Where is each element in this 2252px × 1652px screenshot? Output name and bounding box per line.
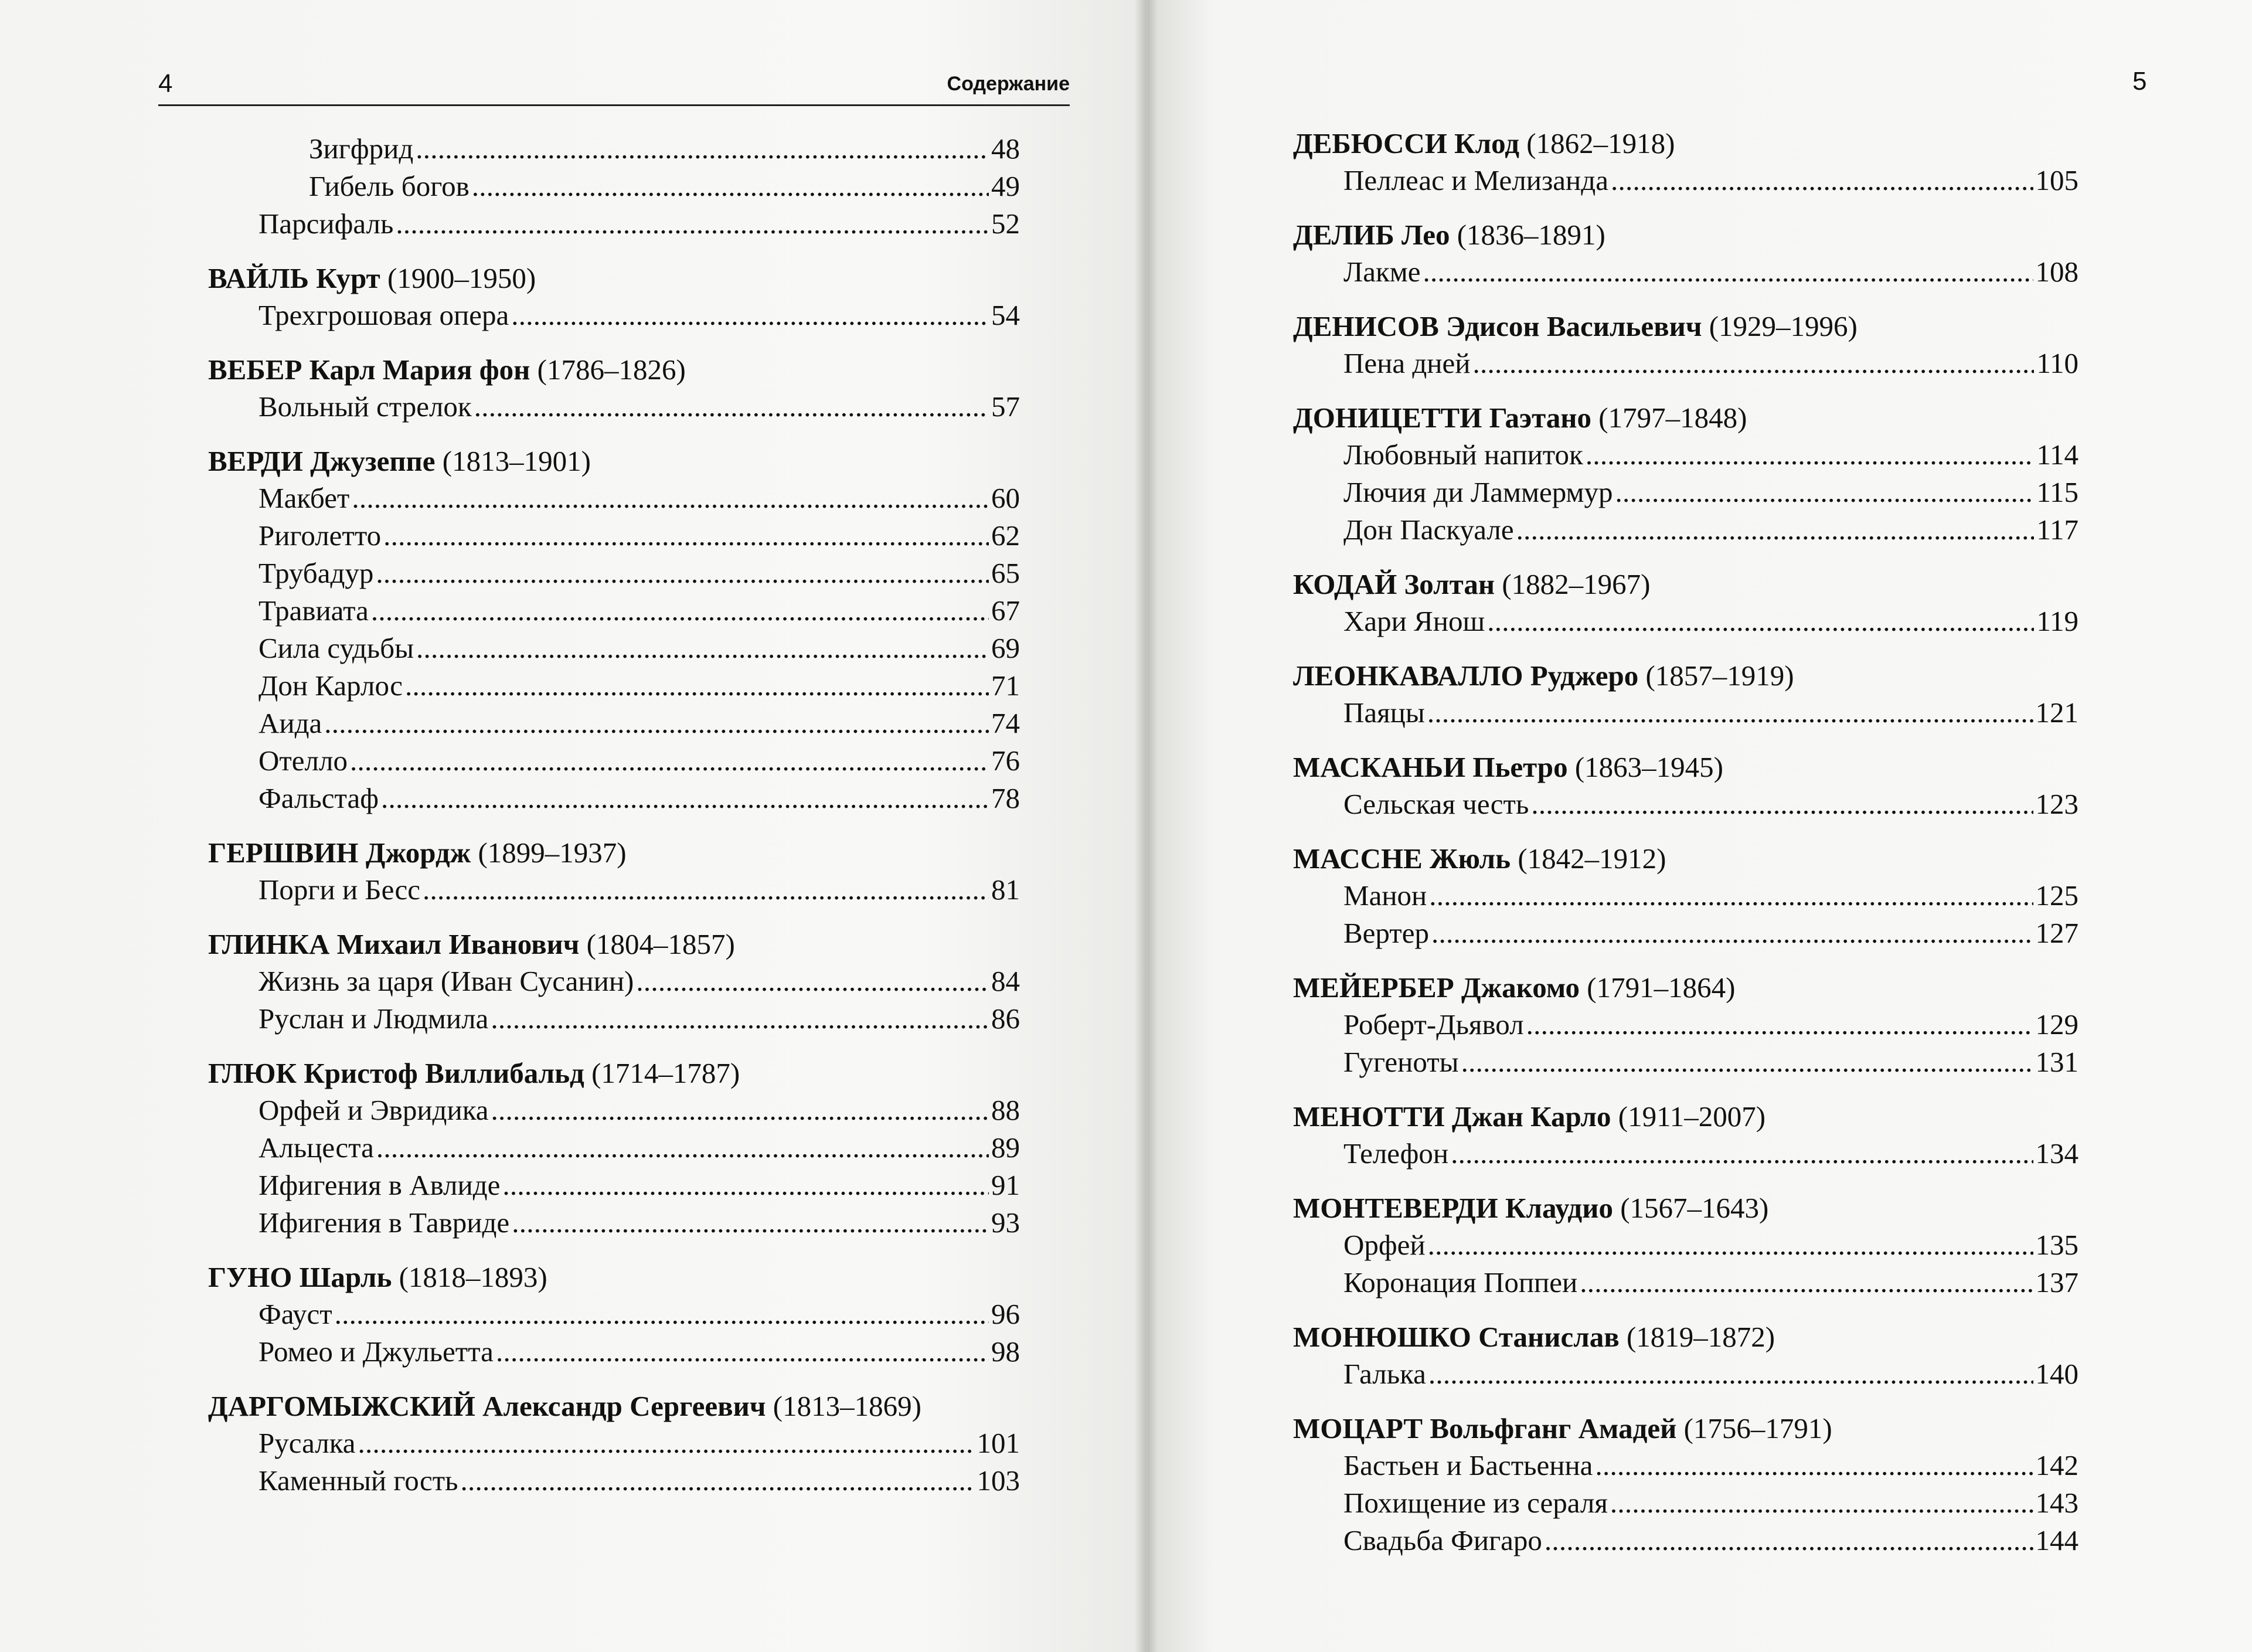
opera-title: Сельская честь (1343, 788, 1529, 820)
dot-leader (1615, 474, 2035, 511)
page-ref: 67 (991, 594, 1020, 627)
opera-title: Зигфрид (309, 132, 414, 165)
page-ref: 101 (977, 1427, 1020, 1459)
right-page (1148, 0, 2252, 1652)
opera-title: Травиата (258, 594, 369, 627)
toc-entry (208, 1296, 1020, 1333)
dot-leader (396, 205, 989, 243)
composer-dates: (1818–1893) (399, 1261, 547, 1293)
page-ref: 137 (2035, 1266, 2078, 1299)
opera-title: Дон Паскуале (1343, 514, 1514, 546)
dot-leader (1431, 915, 2033, 952)
page-ref: 127 (2035, 917, 2078, 949)
page-ref: 110 (2036, 347, 2078, 379)
page-ref: 144 (2035, 1524, 2078, 1556)
toc-entry (1293, 1355, 2078, 1393)
composer-dates: (1714–1787) (591, 1057, 740, 1089)
dot-leader (1427, 694, 2033, 732)
page-ref: 65 (991, 557, 1020, 589)
table-of-contents (1293, 125, 2078, 1559)
opera-title: Сила судьбы (258, 632, 414, 664)
dot-leader (1423, 253, 2033, 291)
composer-name: ГЕРШВИН Джордж (208, 837, 471, 869)
toc-entry (1293, 1484, 2078, 1522)
composer-name: МОНЮШКО Станислав (1293, 1321, 1620, 1353)
composer-dates: (1911–2007) (1618, 1100, 1766, 1133)
toc-entry (208, 963, 1020, 1000)
composer-name: МОЦАРТ Вольфганг Амадей (1293, 1412, 1677, 1444)
dot-leader (383, 517, 989, 555)
toc-entry (1293, 1447, 2078, 1484)
opera-title: Свадьба Фигаро (1343, 1524, 1542, 1556)
composer-heading (1293, 566, 2078, 603)
dot-leader (1531, 786, 2033, 823)
composer-dates: (1813–1869) (773, 1390, 921, 1422)
page-ref: 119 (2036, 605, 2078, 637)
page-number: 5 (2132, 67, 2147, 96)
toc-entry (208, 205, 1020, 243)
composer-name: ДАРГОМЫЖСКИЙ Александр Сергеевич (208, 1390, 766, 1422)
page-ref: 93 (991, 1206, 1020, 1239)
toc-entry (1293, 694, 2078, 732)
toc-entry (1293, 162, 2078, 199)
page-ref: 105 (2035, 164, 2078, 196)
composer-dates: (1786–1826) (537, 353, 686, 386)
dot-leader (474, 388, 989, 426)
toc-entry (208, 667, 1020, 705)
composer-dates: (1882–1967) (1502, 568, 1651, 600)
toc-entry (208, 1333, 1020, 1371)
toc-entry (1293, 345, 2078, 382)
opera-title: Вертер (1343, 917, 1429, 949)
opera-title: Ифигения в Тавриде (258, 1206, 510, 1239)
dot-leader (416, 130, 989, 168)
toc-entry (208, 1462, 1020, 1500)
opera-title: Орфей (1343, 1229, 1426, 1261)
composer-dates: (1900–1950) (387, 262, 536, 294)
composer-heading (1293, 1319, 2078, 1355)
opera-title: Орфей и Эвридика (258, 1094, 489, 1126)
composer-heading (1293, 1410, 2078, 1447)
dot-leader (1487, 603, 2034, 640)
composer-dates: (1929–1996) (1709, 310, 1858, 342)
book-gutter (1134, 0, 1158, 1652)
opera-title: Ромео и Джульетта (258, 1335, 494, 1368)
toc-entry (1293, 1135, 2078, 1172)
page-ref: 98 (991, 1335, 1020, 1368)
page-ref: 103 (977, 1464, 1020, 1497)
opera-title: Каменный гость (258, 1464, 458, 1497)
opera-title: Хари Янош (1343, 605, 1485, 637)
composer-dates: (1899–1937) (478, 837, 627, 869)
composer-dates: (1791–1864) (1587, 971, 1736, 1004)
page-ref: 142 (2035, 1449, 2078, 1481)
toc-entry (208, 1204, 1020, 1242)
dot-leader (350, 742, 989, 780)
composer-dates: (1842–1912) (1518, 842, 1666, 875)
opera-title: Коронация Поппеи (1343, 1266, 1578, 1299)
opera-title: Риголетто (258, 519, 382, 552)
page-ref: 131 (2035, 1046, 2078, 1078)
toc-entry (208, 871, 1020, 909)
toc-entry (208, 705, 1020, 742)
opera-title: Макбет (258, 482, 350, 514)
dot-leader (1526, 1006, 2033, 1043)
toc-entry (208, 388, 1020, 426)
dot-leader (1545, 1522, 2033, 1559)
toc-entry (208, 1000, 1020, 1038)
page-ref: 96 (991, 1298, 1020, 1330)
composer-dates: (1863–1945) (1574, 751, 1723, 783)
opera-title: Парсифаль (258, 208, 394, 240)
page-ref: 48 (991, 132, 1020, 165)
page-ref: 134 (2035, 1137, 2078, 1170)
opera-title: Пена дней (1343, 347, 1471, 379)
dot-leader (512, 1204, 989, 1242)
page-ref: 76 (991, 745, 1020, 777)
opera-title: Роберт-Дьявол (1343, 1008, 1524, 1041)
composer-name: МЕНОТТИ Джан Карло (1293, 1100, 1611, 1133)
composer-heading (1293, 1190, 2078, 1226)
dot-leader (352, 480, 989, 517)
toc-entry (1293, 1226, 2078, 1264)
table-of-contents (208, 130, 1020, 1500)
running-head: Содержание (947, 73, 1070, 95)
composer-name: ВАЙЛЬ Курт (208, 262, 380, 294)
page-ref: 129 (2035, 1008, 2078, 1041)
page-ref: 71 (991, 669, 1020, 702)
composer-heading (208, 1259, 1020, 1296)
opera-title: Руслан и Людмила (258, 1002, 489, 1035)
page-ref: 60 (991, 482, 1020, 514)
page-ref: 114 (2036, 439, 2078, 471)
toc-entry (208, 168, 1020, 205)
toc-entry (208, 742, 1020, 780)
dot-leader (1595, 1447, 2033, 1484)
dot-leader (472, 168, 989, 205)
opera-title: Манон (1343, 879, 1427, 912)
composer-name: МАССНЕ Жюль (1293, 842, 1511, 875)
composer-dates: (1836–1891) (1457, 219, 1605, 251)
opera-title: Телефон (1343, 1137, 1449, 1170)
page-ref: 84 (991, 965, 1020, 997)
dot-leader (491, 1000, 989, 1038)
composer-heading (1293, 841, 2078, 877)
toc-entry (1293, 1006, 2078, 1043)
toc-entry (208, 480, 1020, 517)
toc-entry (1293, 786, 2078, 823)
toc-entry (208, 1129, 1020, 1167)
page-ref: 69 (991, 632, 1020, 664)
dot-leader (1428, 1355, 2033, 1393)
dot-leader (636, 963, 989, 1000)
toc-entry (208, 555, 1020, 592)
page-ref: 117 (2036, 514, 2078, 546)
page-ref: 52 (991, 208, 1020, 240)
dot-leader (423, 871, 989, 909)
composer-dates: (1862–1918) (1526, 127, 1675, 159)
page-ref: 143 (2035, 1487, 2078, 1519)
opera-title: Отелло (258, 745, 348, 777)
dot-leader (1472, 345, 2034, 382)
composer-heading (1293, 970, 2078, 1006)
opera-title: Порги и Бесс (258, 873, 421, 906)
page-ref: 115 (2036, 476, 2078, 508)
toc-entry (1293, 1522, 2078, 1559)
opera-title: Вольный стрелок (258, 390, 472, 423)
dot-leader (511, 297, 989, 334)
composer-name: ГУНО Шарль (208, 1261, 392, 1293)
dot-leader (1580, 1264, 2033, 1301)
opera-title: Ифигения в Авлиде (258, 1169, 501, 1201)
dot-leader (1516, 511, 2035, 549)
opera-title: Паяцы (1343, 696, 1425, 729)
toc-entry (1293, 511, 2078, 549)
toc-entry (208, 297, 1020, 334)
dot-leader (376, 1129, 989, 1167)
dot-leader (324, 705, 989, 742)
dot-leader (1451, 1135, 2033, 1172)
opera-title: Альцеста (258, 1131, 374, 1164)
composer-heading (1293, 658, 2078, 694)
opera-title: Русалка (258, 1427, 356, 1459)
toc-entry (208, 1425, 1020, 1462)
header-rule (158, 104, 1070, 106)
opera-title: Любовный напиток (1343, 439, 1583, 471)
page-ref: 62 (991, 519, 1020, 552)
opera-title: Аида (258, 707, 322, 739)
page-ref: 140 (2035, 1358, 2078, 1390)
dot-leader (376, 555, 989, 592)
composer-heading (1293, 308, 2078, 345)
toc-entry (1293, 436, 2078, 474)
composer-heading (208, 835, 1020, 871)
opera-title: Похищение из сераля (1343, 1487, 1608, 1519)
toc-entry (1293, 474, 2078, 511)
opera-title: Лючия ди Ламмермур (1343, 476, 1613, 508)
dot-leader (1610, 1484, 2033, 1522)
toc-entry (208, 1167, 1020, 1204)
composer-heading (208, 926, 1020, 963)
page-ref: 89 (991, 1131, 1020, 1164)
page-ref: 135 (2035, 1229, 2078, 1261)
page-ref: 54 (991, 299, 1020, 331)
dot-leader (1428, 1226, 2033, 1264)
composer-dates: (1813–1901) (442, 445, 591, 477)
toc-entry (1293, 915, 2078, 952)
opera-title: Бастьен и Бастьенна (1343, 1449, 1593, 1481)
toc-entry (1293, 253, 2078, 291)
dot-leader (1461, 1043, 2033, 1081)
page-ref: 88 (991, 1094, 1020, 1126)
page-ref: 78 (991, 782, 1020, 814)
composer-dates: (1819–1872) (1626, 1321, 1775, 1353)
dot-leader (1586, 436, 2034, 474)
dot-leader (416, 630, 989, 667)
dot-leader (371, 592, 989, 630)
opera-title: Трехгрошовая опера (258, 299, 509, 331)
toc-entry (1293, 1264, 2078, 1301)
dot-leader (358, 1425, 975, 1462)
composer-name: ВЕРДИ Джузеппе (208, 445, 436, 477)
opera-title: Гугеноты (1343, 1046, 1459, 1078)
composer-name: ДЕНИСОВ Эдисон Васильевич (1293, 310, 1702, 342)
composer-dates: (1857–1919) (1645, 660, 1794, 692)
composer-heading (1293, 125, 2078, 162)
opera-title: Дон Карлос (258, 669, 403, 702)
dot-leader (381, 780, 989, 817)
page-ref: 91 (991, 1169, 1020, 1201)
composer-heading (208, 1055, 1020, 1092)
toc-entry (1293, 603, 2078, 640)
page-ref: 86 (991, 1002, 1020, 1035)
dot-leader (496, 1333, 989, 1371)
composer-name: ЛЕОНКАВАЛЛО Руджеро (1293, 660, 1639, 692)
page-number: 4 (158, 69, 173, 98)
page-ref: 108 (2035, 256, 2078, 288)
page-ref: 49 (991, 170, 1020, 202)
opera-title: Галька (1343, 1358, 1426, 1390)
composer-dates: (1567–1643) (1620, 1192, 1769, 1224)
toc-entry (1293, 877, 2078, 915)
composer-dates: (1756–1791) (1683, 1412, 1832, 1444)
composer-heading (208, 443, 1020, 480)
composer-name: ДЕЛИБ Лео (1293, 219, 1450, 251)
opera-title: Жизнь за царя (Иван Сусанин) (258, 965, 634, 997)
dot-leader (335, 1296, 989, 1333)
composer-name: ГЛЮК Кристоф Виллибальд (208, 1057, 584, 1089)
composer-dates: (1797–1848) (1598, 402, 1747, 434)
composer-name: ДЕБЮССИ Клод (1293, 127, 1519, 159)
page-ref: 81 (991, 873, 1020, 906)
composer-heading (208, 352, 1020, 388)
page-ref: 57 (991, 390, 1020, 423)
composer-dates: (1804–1857) (586, 928, 735, 960)
dot-leader (405, 667, 989, 705)
page-ref: 121 (2035, 696, 2078, 729)
toc-entry (208, 630, 1020, 667)
page-ref: 123 (2035, 788, 2078, 820)
dot-leader (502, 1167, 989, 1204)
dot-leader (1429, 877, 2033, 915)
page-ref: 74 (991, 707, 1020, 739)
opera-title: Пеллеас и Мелизанда (1343, 164, 1608, 196)
composer-heading (208, 260, 1020, 297)
toc-entry (208, 592, 1020, 630)
composer-heading (1293, 749, 2078, 786)
toc-entry (1293, 1043, 2078, 1081)
toc-entry (208, 1092, 1020, 1129)
composer-name: ДОНИЦЕТТИ Гаэтано (1293, 402, 1592, 434)
toc-entry (208, 517, 1020, 555)
opera-title: Трубадур (258, 557, 374, 589)
opera-title: Гибель богов (309, 170, 470, 202)
page-ref: 125 (2035, 879, 2078, 912)
composer-name: КОДАЙ Золтан (1293, 568, 1495, 600)
composer-heading (1293, 400, 2078, 436)
composer-name: ВЕБЕР Карл Мария фон (208, 353, 530, 386)
toc-entry (208, 780, 1020, 817)
dot-leader (1611, 162, 2033, 199)
composer-name: МЕЙЕРБЕР Джакомо (1293, 971, 1580, 1004)
composer-name: МОНТЕВЕРДИ Клаудио (1293, 1192, 1613, 1224)
opera-title: Лакме (1343, 256, 1421, 288)
dot-leader (491, 1092, 989, 1129)
toc-entry (208, 130, 1020, 168)
opera-title: Фальстаф (258, 782, 379, 814)
dot-leader (461, 1462, 975, 1500)
composer-name: ГЛИНКА Михаил Иванович (208, 928, 580, 960)
composer-heading (1293, 217, 2078, 253)
composer-name: МАСКАНЬИ Пьетро (1293, 751, 1568, 783)
opera-title: Фауст (258, 1298, 332, 1330)
composer-heading (1293, 1099, 2078, 1135)
composer-heading (208, 1388, 1020, 1425)
